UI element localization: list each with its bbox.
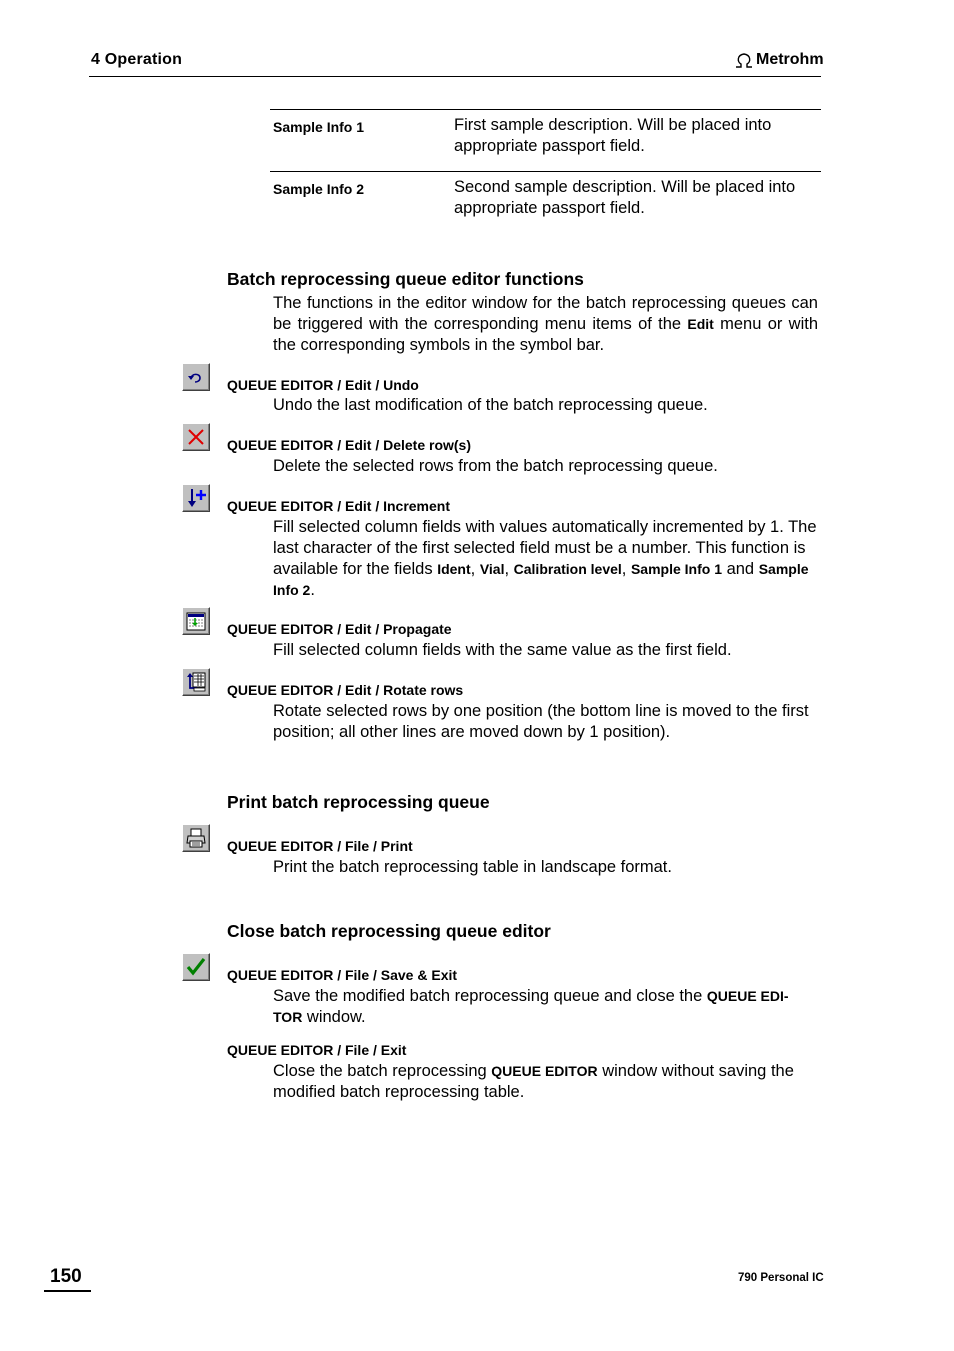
rotate-desc: Rotate selected rows by one position (the bottom line is moved to the first position; all other lines are moved down by 1 position). (273, 702, 809, 741)
page-number-rule (44, 1290, 91, 1292)
increment-icon[interactable] (182, 484, 210, 512)
table-key: Sample Info 2 (273, 181, 365, 197)
exit-desc: Close the batch reprocessing QUEUE EDITOR window without saving the modified batch reprocessing table. (273, 1062, 794, 1101)
save-exit-desc: Save the modified batch reprocessing queue and close the QUEUE EDI- TOR window. (273, 987, 789, 1026)
delete-icon[interactable] (182, 423, 210, 451)
brand-logo (734, 51, 824, 69)
propagate-icon[interactable] (182, 607, 210, 635)
rotate-icon[interactable] (182, 668, 210, 696)
section-title: 4 Operation (91, 51, 183, 68)
increment-desc: Fill selected column fields with values automatically incremented by 1. The last character of the first selected field must be a number. This function is available for the fields Ident, Vial, Calibration level, Sample Info 1 and Sample Info 2. (273, 518, 817, 599)
exit-command: QUEUE EDITOR / File / Exit (227, 1042, 407, 1058)
table-value: Second sample description. Will be placed into appropriate passport field. (454, 178, 796, 217)
undo-command: QUEUE EDITOR / Edit / Undo (227, 377, 419, 393)
functions-heading: Batch reprocessing queue editor functions (227, 269, 584, 289)
table-row (270, 109, 821, 171)
parameter-table (270, 109, 821, 233)
delete-desc: Delete the selected rows from the batch reprocessing queue. (273, 457, 718, 475)
propagate-desc: Fill selected column fields with the same value as the first field. (273, 641, 732, 659)
increment-command: QUEUE EDITOR / Edit / Increment (227, 498, 451, 514)
table-value: First sample description. Will be placed into appropriate passport field. (454, 116, 772, 155)
omega-logo-icon (734, 52, 754, 68)
delete-command: QUEUE EDITOR / Edit / Delete row(s) (227, 437, 472, 453)
print-icon[interactable] (182, 824, 210, 852)
rotate-command: QUEUE EDITOR / Edit / Rotate rows (227, 682, 464, 698)
print-command: QUEUE EDITOR / File / Print (227, 838, 413, 854)
product-name: 790 Personal IC (738, 1272, 824, 1284)
functions-intro: The functions in the editor window for the batch reprocessing queues can be triggered with the corresponding menu items of the Edit menu or with the corresponding symbols in the symbol bar. (273, 294, 818, 354)
table-key: Sample Info 1 (273, 119, 365, 135)
print-heading: Print batch reprocessing queue (227, 792, 490, 812)
save-exit-command: QUEUE EDITOR / File / Save & Exit (227, 967, 458, 983)
brand-name: Metrohm (756, 51, 824, 68)
print-desc: Print the batch reprocessing table in landscape format. (273, 858, 672, 876)
propagate-command: QUEUE EDITOR / Edit / Propagate (227, 621, 452, 637)
undo-icon[interactable] (182, 363, 210, 391)
save-exit-icon[interactable] (182, 953, 210, 981)
undo-desc: Undo the last modification of the batch reprocessing queue. (273, 396, 708, 414)
header-rule (89, 76, 821, 77)
table-row (270, 171, 821, 233)
page-number: 150 (50, 1266, 82, 1287)
close-heading: Close batch reprocessing queue editor (227, 921, 551, 941)
